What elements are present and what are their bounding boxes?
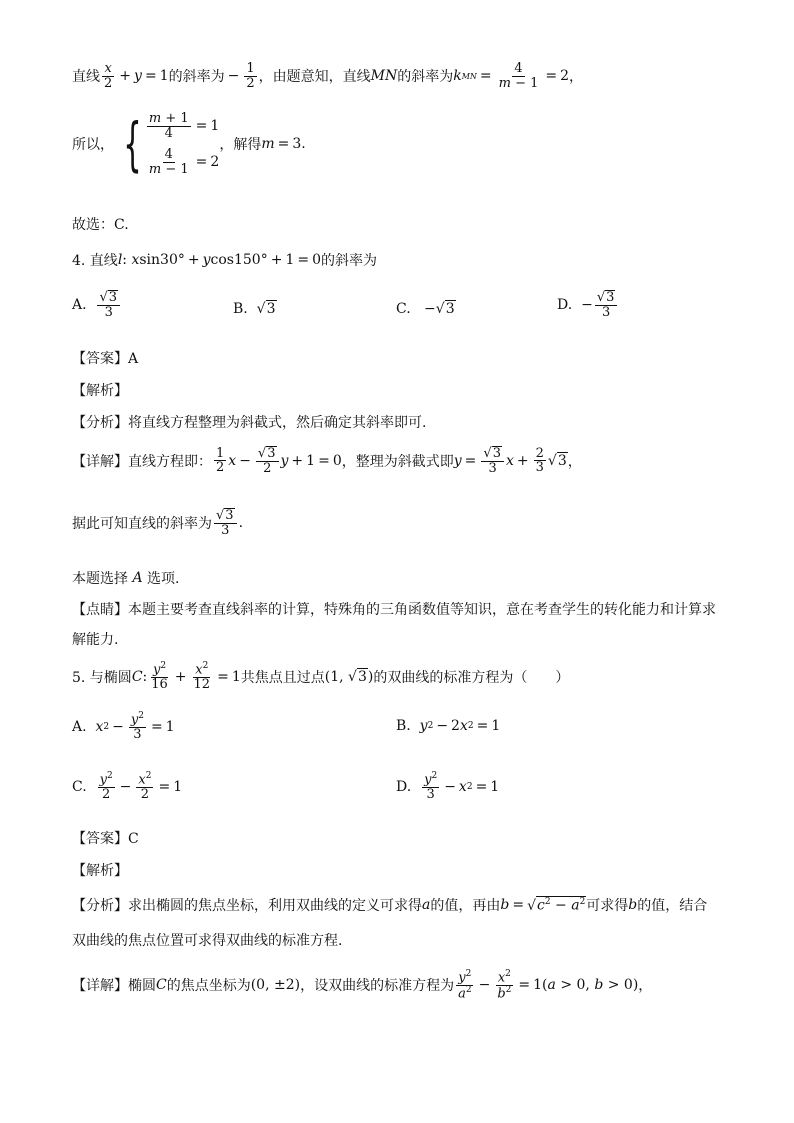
- text: 选项.: [147, 571, 180, 587]
- remark-4-line-2: 解能力.: [72, 632, 119, 648]
- option-a[interactable]: A. x 2 − $\frac{y^2}{3}$ = 1: [72, 711, 175, 742]
- option-label: A.: [72, 718, 87, 735]
- text: 的斜率为: [321, 253, 378, 269]
- text: 【详解】直线方程即：: [72, 453, 212, 470]
- text: 4. 直线: [72, 253, 118, 269]
- option-c[interactable]: C. $\frac{y^2}{2}$ − $\frac{x^2}{2}$ = 1: [72, 771, 183, 802]
- solution-line-1: 直线 $\frac{x}{2}$ + y = 1 的斜率为 − $\frac{1}{2}$ ，由题意知，直线 MN 的斜率为 k MN = $\frac{4}{m - 1}$ = 2 ，: [72, 61, 584, 91]
- text: 可求得: [586, 898, 629, 914]
- answer-5: 【答案】C: [72, 831, 139, 847]
- analysis-5-heading: 【解析】: [72, 863, 128, 879]
- fraction: $\frac{x}{2}$: [104, 61, 113, 91]
- option-a[interactable]: A. √ 3 3: [72, 290, 122, 319]
- text: 的双曲线的标准方程为（ ）: [373, 669, 570, 686]
- text: 5. 与椭圆: [72, 669, 132, 686]
- text: ，设双曲线的标准方程为: [300, 978, 455, 995]
- answer-4: 【答案】A: [72, 351, 139, 367]
- remark-4-line-1: 【点睛】本题主要考查直线斜率的计算，特殊角的三角函数值等知识，意在考查学生的转化能力和计算求: [72, 602, 716, 618]
- text: 的值，再由: [430, 898, 501, 914]
- solution-line-2: 所以， { $\frac{m + 1}{4}$ = 1 $\frac{4}{m - 1}$ = 2 ，解得 m = 3.: [72, 110, 306, 179]
- fraction: $\frac{4}{m - 1}$: [498, 61, 539, 91]
- option-label: D.: [557, 296, 573, 313]
- option-label: C.: [396, 300, 411, 317]
- text: 据此可知直线的斜率为: [72, 515, 212, 532]
- text: ，: [569, 69, 584, 86]
- fraction: $\frac{1}{2}$: [246, 61, 255, 91]
- text: ，由题意知，直线: [258, 69, 371, 86]
- analysis-4-summary: 【分析】将直线方程整理为斜截式，然后确定其斜率即可.: [72, 415, 427, 431]
- text: ，: [638, 978, 653, 995]
- option-label: B.: [396, 718, 411, 734]
- analysis-4-conclusion: 据此可知直线的斜率为 √ 3 3 .: [72, 508, 244, 538]
- option-c[interactable]: C. − √ 3: [396, 300, 455, 317]
- text: 本题选择: [72, 571, 128, 587]
- question-4-stem: 4. 直线 l : x sin30° + y cos150° + 1 = 0 的斜率为: [72, 252, 378, 269]
- analysis-4-heading: 【解析】: [72, 383, 128, 399]
- choose-4: 本题选择 A 选项.: [72, 570, 180, 587]
- option-b[interactable]: B. y 2 − 2 x 2 = 1: [396, 718, 501, 734]
- text: ，: [567, 453, 582, 470]
- text: ，整理为斜截式即: [341, 453, 454, 470]
- text: 直线: [72, 69, 100, 86]
- text: 【分析】求出椭圆的焦点坐标，利用双曲线的定义可求得: [72, 898, 422, 914]
- text: 共焦点且过点: [240, 669, 325, 686]
- conclusion: 故选：C.: [72, 217, 129, 233]
- option-b[interactable]: B. √ 3: [233, 300, 276, 317]
- text: 的斜率为: [397, 69, 454, 86]
- text: 【详解】椭圆: [72, 978, 156, 995]
- text: 的值，结合: [637, 898, 708, 914]
- option-label: D.: [396, 778, 412, 795]
- option-label: A.: [72, 296, 87, 313]
- analysis-5-detail: 【详解】椭圆 C 的焦点坐标为 (0, ±2) ，设双曲线的标准方程为 $\frac{y^2}{a^2}$ − $\frac{x^2}{b^2}$ = 1 (a > 0, b > 0) ，: [72, 969, 653, 1002]
- option-label: C.: [72, 778, 87, 795]
- analysis-5-summary-2: 双曲线的焦点位置可求得双曲线的标准方程.: [72, 933, 343, 949]
- text: 的焦点坐标为: [166, 978, 251, 995]
- option-d[interactable]: D. $\frac{y^2}{3}$ − x 2 = 1: [396, 771, 500, 802]
- equation-system: $\frac{m + 1}{4}$ = 1 $\frac{4}{m - 1}$ = 2: [148, 111, 220, 177]
- text: ，解得: [219, 137, 262, 154]
- text: 的斜率为: [168, 69, 225, 86]
- analysis-4-detail: 【详解】直线方程即： $\frac{1}{2}$ x − √ 3 2 y + 1 = 0 ，整理为斜截式即 y = √ 3 3 x + $\frac{2}{3}$ √ 3 ，: [72, 445, 582, 476]
- text: 所以，: [72, 137, 114, 154]
- analysis-5-summary: 【分析】求出椭圆的焦点坐标，利用双曲线的定义可求得 a 的值，再由 b = √ $c^2 - a^2$ 可求得 b 的值，结合: [72, 897, 708, 914]
- option-d[interactable]: D. − √ 3 3: [557, 290, 619, 319]
- question-5-stem: 5. 与椭圆 C : $\frac{y^2}{16}$ + $\frac{x^2}{12}$ = 1 共焦点且过点 (1, √ 3 ) 的双曲线的标准方程为（ ）: [72, 661, 570, 692]
- option-label: B.: [233, 300, 248, 317]
